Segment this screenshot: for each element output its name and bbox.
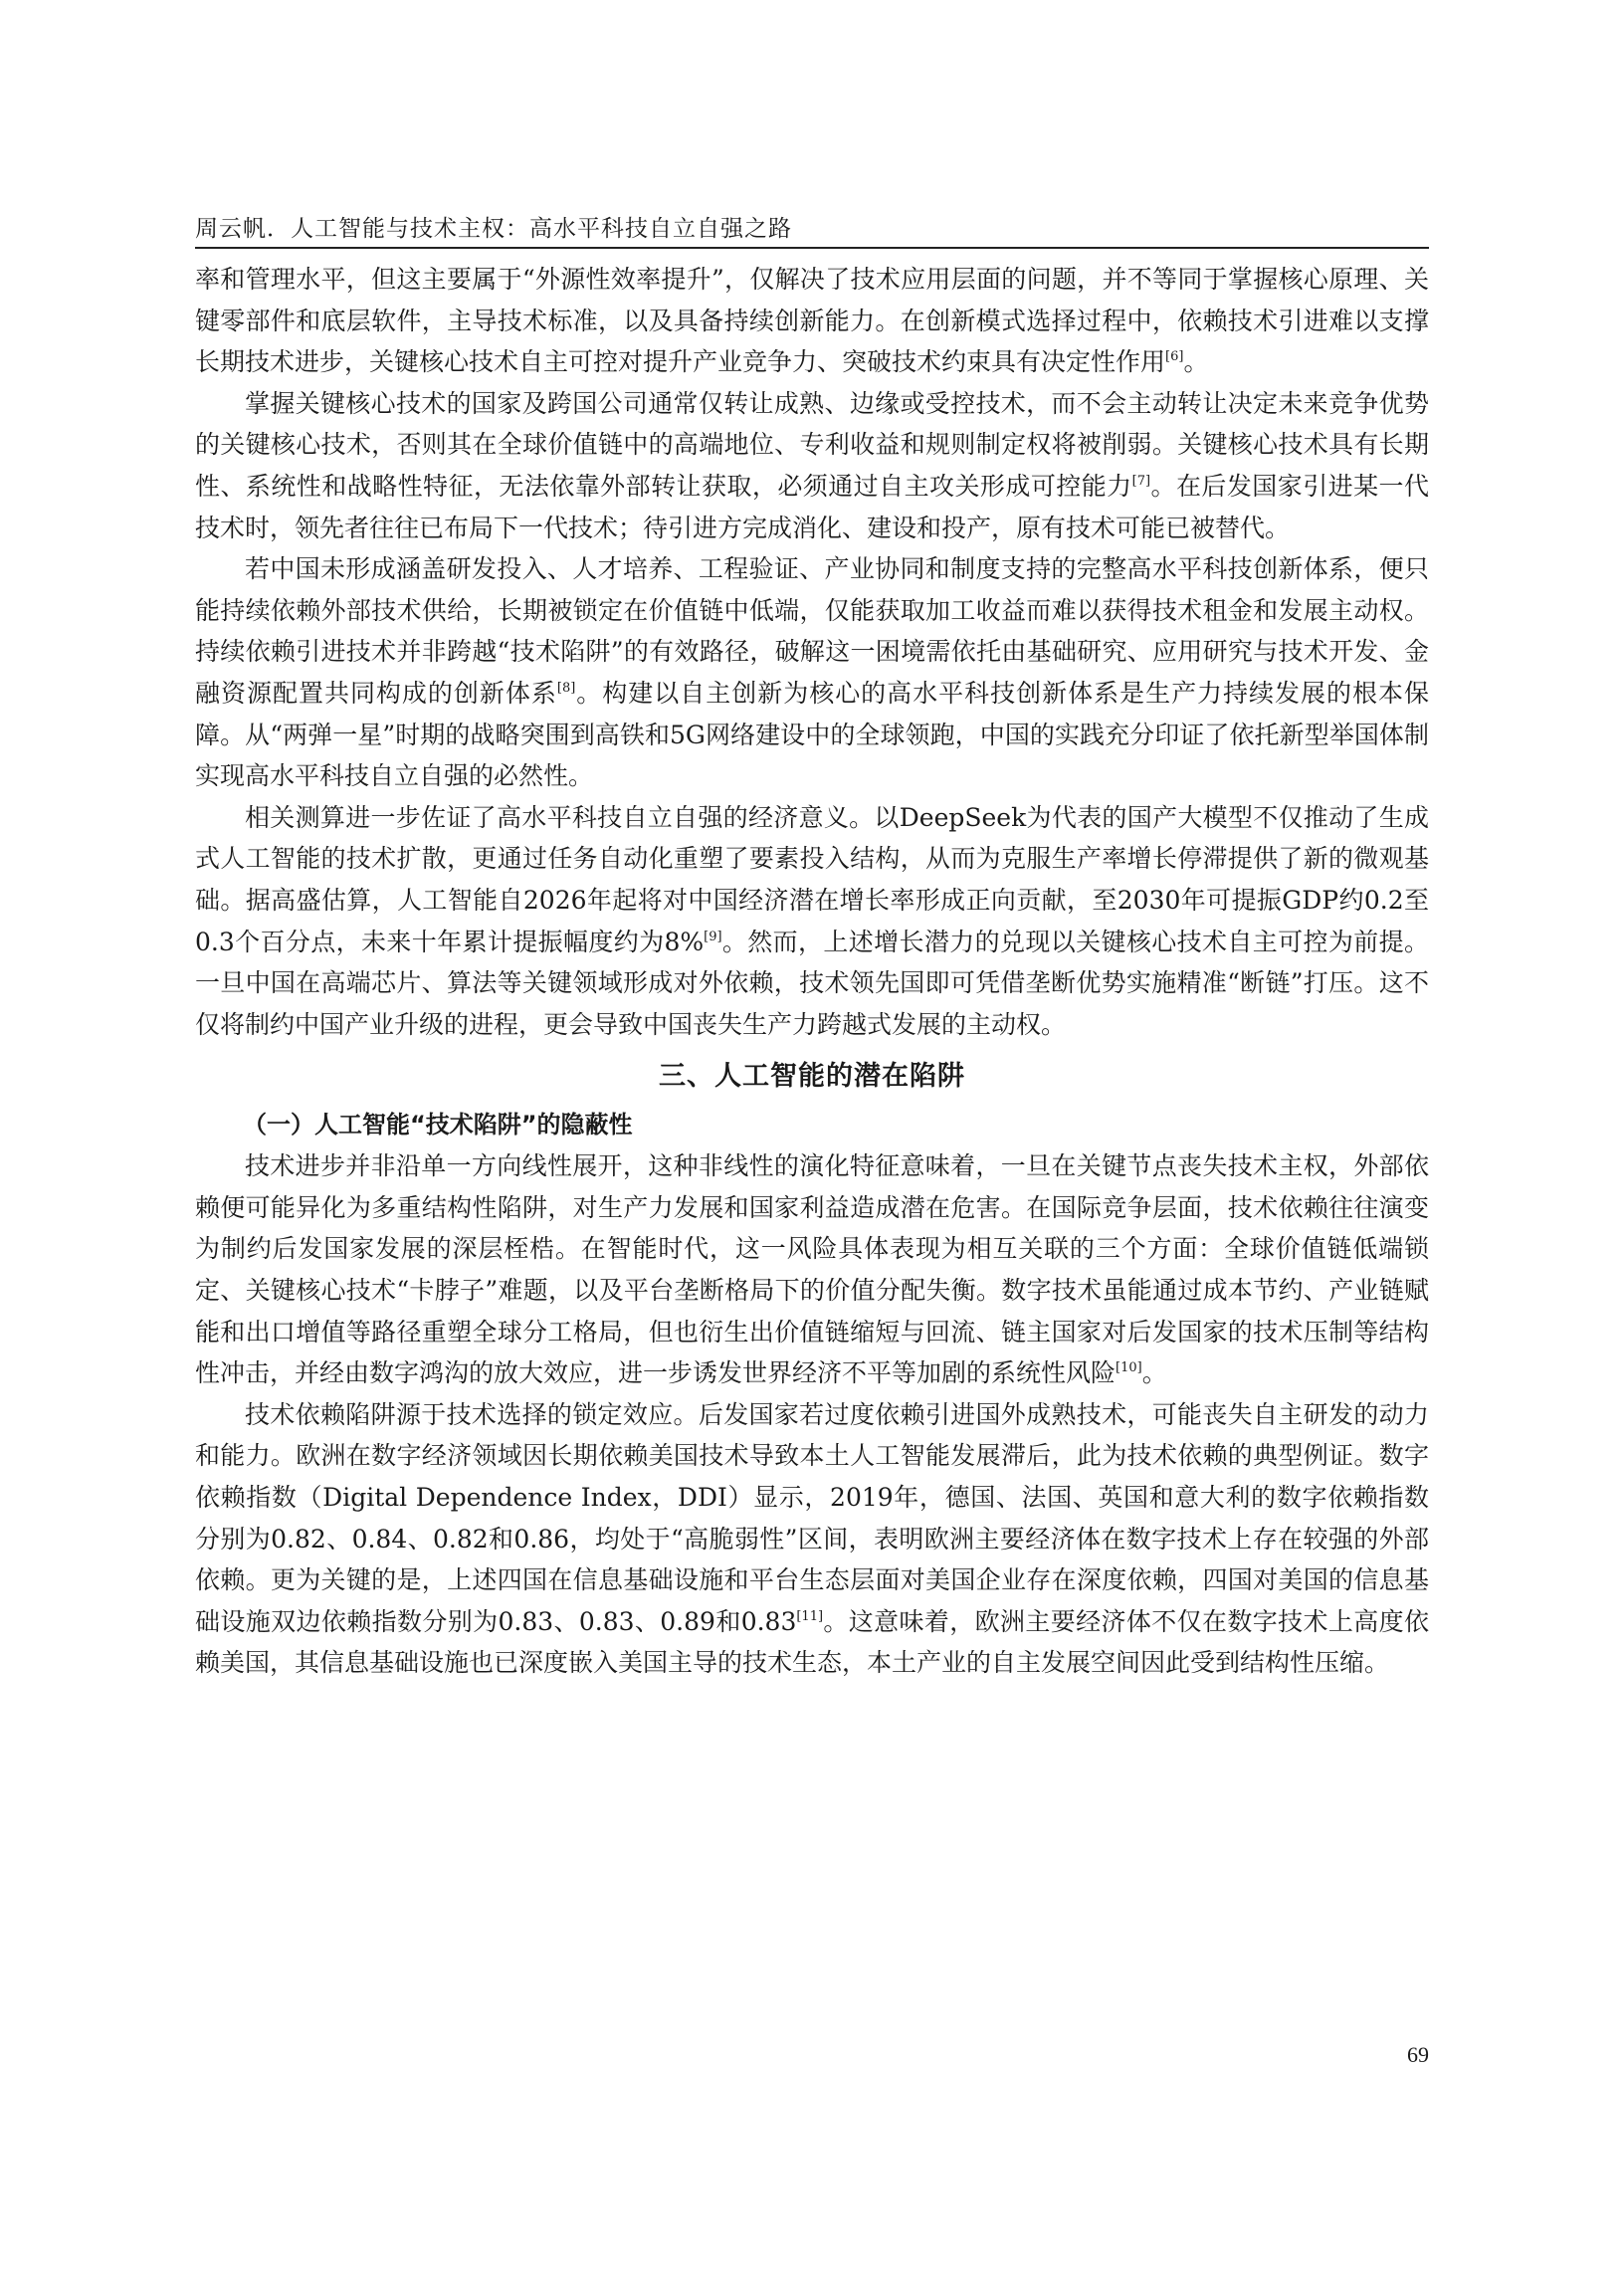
paragraph-text: 相关测算进一步佐证了高水平科技自立自强的经济意义。以DeepSeek为代表的国产大模型不仅推动了生成式人工智能的技术扩散，更通过任务自动化重塑了要素投入结构，从而为克服生产率增长停滞提供了新的微观基础。据高盛估算，人工智能自2026年起将对中国经济潜在增长率形成正向贡献，至2030年可提振GDP约0.2至0.3个百分点，未来十年累计提振幅度约为8% (195, 802, 1429, 956)
page-number: 69 (1407, 2042, 1429, 2067)
paragraph-text: 技术依赖陷阱源于技术选择的锁定效应。后发国家若过度依赖引进国外成熟技术，可能丧失自主研发的动力和能力。欧洲在数字经济领域因长期依赖美国技术导致本土人工智能发展滞后，此为技术依赖的典型例证。数字依赖指数（Digital Dependence Index，DDI）显示，2019年，德国、法国、英国和意大利的数字依赖指数分别为0.82、0.84、0.82和0.86，均处于“高脆弱性”区间，表明欧洲主要经济体在数字技术上存在较强的外部依赖。更为关键的是，上述四国在信息基础设施和平台生态层面对美国企业存在深度依赖，四国对美国的信息基础设施双边依赖指数分别为0.83、0.83、0.89和0.83 (195, 1399, 1429, 1636)
paragraph-text: 掌握关键核心技术的国家及跨国公司通常仅转让成熟、边缘或受控技术，而不会主动转让决定未来竞争优势的关键核心技术，否则其在全球价值链中的高端地位、专利收益和规则制定权将被削弱。关键核心技术具有长期性、系统性和战略性特征，无法依靠外部转让获取，必须通过自主攻关形成可控能力 (195, 388, 1429, 501)
paragraph (195, 1145, 1429, 1394)
header-rule (195, 247, 1429, 249)
citation-ref[interactable]: [7] (1131, 473, 1151, 489)
paragraph-text: 技术进步并非沿单一方向线性展开，这种非线性的演化特征意味着，一旦在关键节点丧失技术主权，外部依赖便可能异化为多重结构性陷阱，对生产力发展和国家利益造成潜在危害。在国际竞争层面，技术依赖往往演变为制约后发国家发展的深层桎梏。在智能时代，这一风险具体表现为相互关联的三个方面：全球价值链低端锁定、关键核心技术“卡脖子”难题，以及平台垄断格局下的价值分配失衡。数字技术虽能通过成本节约、产业链赋能和出口增值等路径重塑全球分工格局，但也衍生出价值链缩短与回流、链主国家对后发国家的技术压制等结构性冲击，并经由数字鸿沟的放大效应，进一步诱发世界经济不平等加剧的系统性风险 (195, 1151, 1429, 1388)
subsection-title: （一）人工智能“技术陷阱”的隐蔽性 (243, 1111, 633, 1140)
paragraph-text: 。在后发国家引进某一代技术时，领先者往往已布局下一代技术；待引进方完成消化、建设和投产，原有技术可能已被替代。 (195, 471, 1429, 542)
citation-ref[interactable]: [10] (1116, 1360, 1142, 1376)
citation-ref[interactable]: [6] (1165, 349, 1184, 365)
paragraph (195, 797, 1429, 1046)
body-text (195, 259, 1429, 1684)
paragraph (195, 259, 1429, 383)
section-title: 三、人工智能的潜在陷阱 (659, 1061, 965, 1093)
paragraph (195, 383, 1429, 548)
citation-ref[interactable]: [11] (796, 1608, 824, 1624)
paragraph-text: 率和管理水平，但这主要属于“外源性效率提升”，仅解决了技术应用层面的问题，并不等同于掌握核心原理、关键零部件和底层软件，主导技术标准，以及具备持续创新能力。在创新模式选择过程中，依赖技术引进难以支撑长期技术进步，关键核心技术自主可控对提升产业竞争力、突破技术约束具有决定性作用 (195, 265, 1429, 377)
paragraph-text: 若中国未形成涵盖研发投入、人才培养、工程验证、产业协同和制度支持的完整高水平科技创新体系，便只能持续依赖外部技术供给，长期被锁定在价值链中低端，仅能获取加工收益而难以获得技术租金和发展主动权。持续依赖引进技术并非跨越“技术陷阱”的有效路径，破解这一困境需依托由基础研究、应用研究与技术开发、金融资源配置共同构成的创新体系 (195, 554, 1429, 708)
paragraph (195, 1394, 1429, 1684)
paragraph-text: 。 (1183, 347, 1209, 377)
paragraph (195, 548, 1429, 797)
citation-ref[interactable]: [9] (704, 929, 722, 944)
citation-ref[interactable]: [8] (556, 680, 576, 696)
running-head: 周云帆．人工智能与技术主权：高水平科技自立自强之路 (195, 216, 792, 242)
paragraph-text: 。 (1141, 1358, 1167, 1388)
paragraph-text: 。构建以自主创新为核心的高水平科技创新体系是生产力持续发展的根本保障。从“两弹一星”时期的战略突围到高铁和5G网络建设中的全球领跑，中国的实践充分印证了依托新型举国体制实现高水平科技自立自强的必然性。 (195, 678, 1429, 791)
paragraph-text: 。这意味着，欧洲主要经济体不仅在数字技术上高度依赖美国，其信息基础设施也已深度嵌入美国主导的技术生态，本土产业的自主发展空间因此受到结构性压缩。 (195, 1606, 1429, 1678)
paragraph-text: 。然而，上述增长潜力的兑现以关键核心技术自主可控为前提。一旦中国在高端芯片、算法等关键领域形成对外依赖，技术领先国即可凭借垄断优势实施精准“断链”打压。这不仅将制约中国产业升级的进程，更会导致中国丧失生产力跨越式发展的主动权。 (195, 927, 1429, 1039)
